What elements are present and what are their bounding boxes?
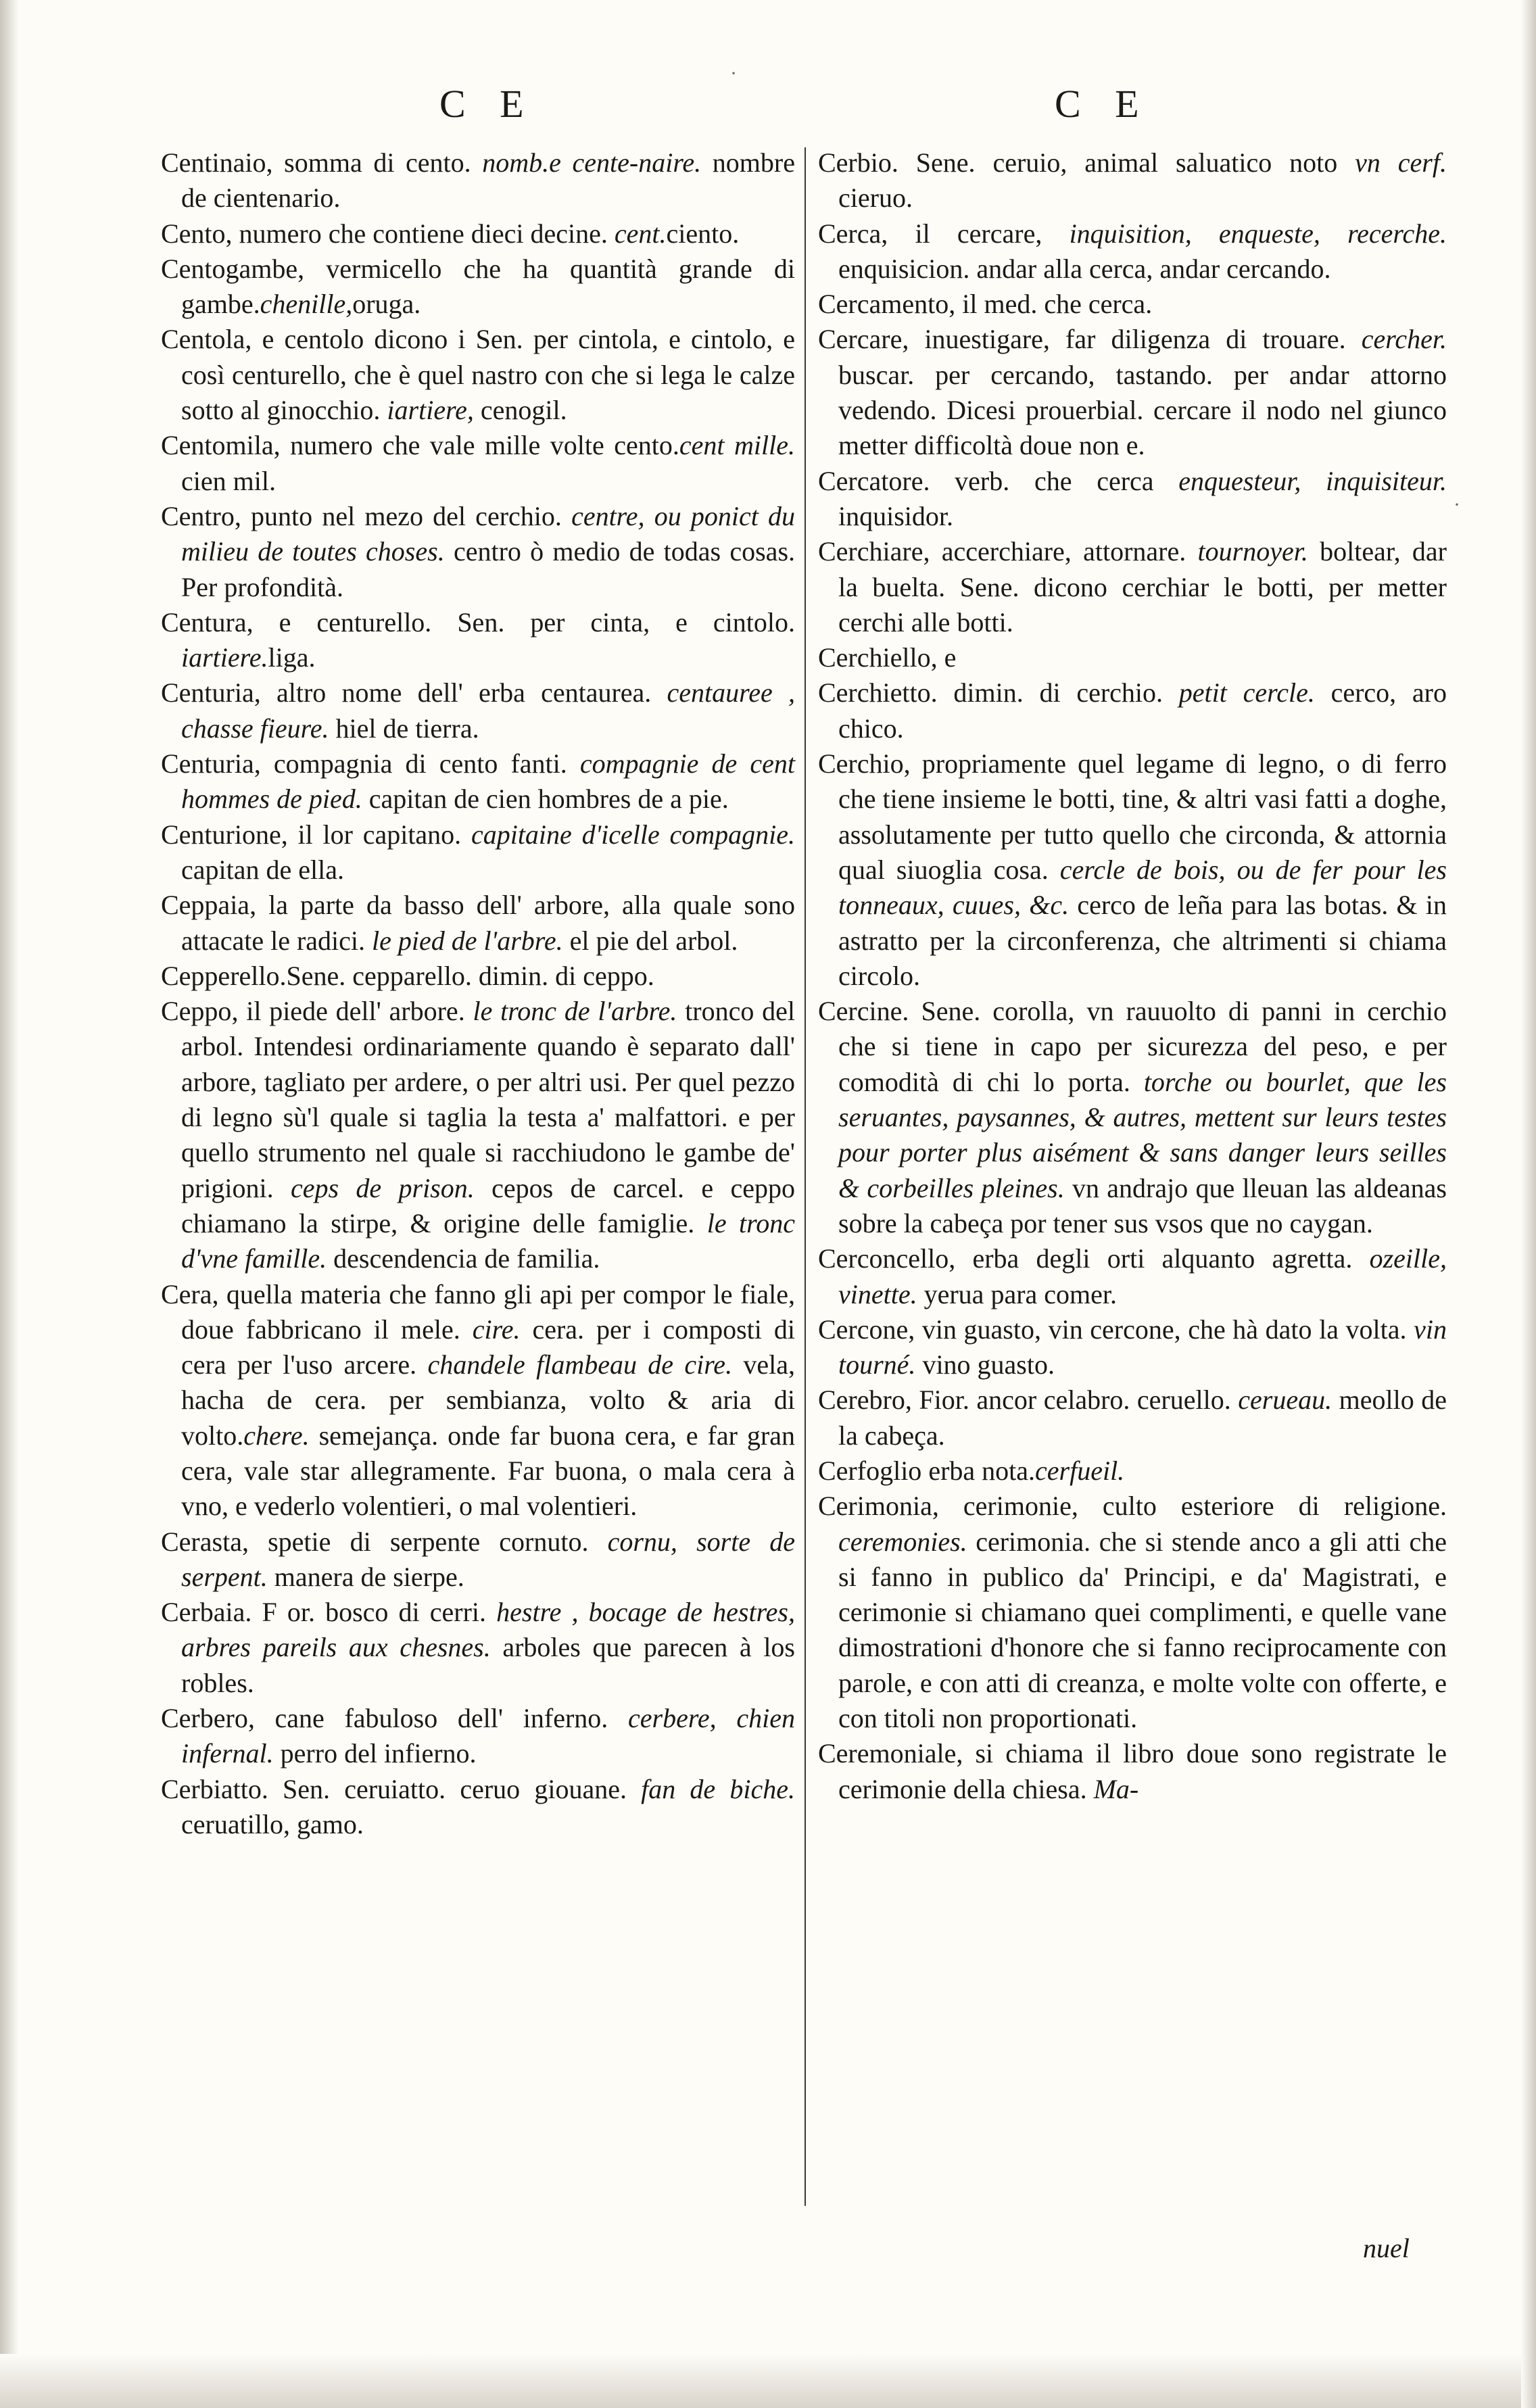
definition: , il piede dell' arbore. bbox=[231, 996, 473, 1027]
french-gloss: le pied de l'arbre. bbox=[372, 925, 563, 956]
headword: Cercone bbox=[818, 1314, 909, 1345]
french-gloss: cerueau. bbox=[1238, 1384, 1333, 1416]
headword: Cento bbox=[161, 218, 226, 249]
french-gloss: cent mille. bbox=[679, 430, 795, 461]
spanish-gloss: meollo de la cabeça. bbox=[838, 1384, 1447, 1451]
definition: , e centurello. Sen. per cinta, e cintolo. bbox=[246, 606, 795, 637]
headword: Cerchiare bbox=[818, 536, 923, 567]
headword: Cerebro bbox=[818, 1384, 905, 1416]
headword: Centuria bbox=[161, 677, 254, 708]
french-gloss: iartiere. bbox=[181, 642, 268, 673]
definition: , altro nome dell' erba centaurea. bbox=[254, 677, 667, 708]
dictionary-entry bbox=[818, 1241, 1447, 1312]
dictionary-entry bbox=[818, 1736, 1447, 1807]
headword: Centinaio bbox=[161, 147, 266, 178]
right-column bbox=[818, 145, 1447, 1807]
definition: , quella materia che fanno gli api per compor le fiale, doue fabbricano il mele. bbox=[181, 1278, 795, 1345]
spanish-gloss: cenogil. bbox=[473, 395, 567, 426]
headword: Cerca bbox=[818, 218, 882, 249]
dictionary-entry bbox=[161, 216, 795, 251]
headword: Cerbero bbox=[161, 1703, 248, 1734]
dictionary-entry bbox=[818, 216, 1447, 287]
spanish-gloss: boltear, dar la buelta. Sene. dicono cerchiar le botti, per metter cerchi alle botti. bbox=[838, 536, 1447, 637]
spanish-gloss: cerimonia. che si stende anco a gli atti che si fanno in publico da' Principi, e da' Magistrati, e cerimonie si chiamano quei complimenti, e quelle vane dimostrationi d'honore che si fanno reciprocamente con parole, e con atti di creanza, e molte volte con offerte, e con titoli non proportionati. bbox=[838, 1526, 1447, 1734]
definition: , erba degli orti alquanto agretta. bbox=[949, 1243, 1370, 1274]
headword: Cercare bbox=[818, 324, 903, 355]
headword: Cerchio bbox=[818, 748, 904, 779]
headword: Cepperello bbox=[161, 960, 280, 991]
definition: , spetie di serpente cornuto. bbox=[241, 1526, 608, 1557]
french-gloss: ceremonies. bbox=[838, 1526, 967, 1557]
french-gloss: torche ou bourlet, que les seruantes, paysannes, & autres, mettent sur leurs testes pour porter plus aisément & sans danger leurs seilles & corbeilles pleines. bbox=[838, 1066, 1447, 1203]
definition: . Sene. corolla, vn rauuolto di panni in cerchio che si tiene in capo per sicurezza del peso, e per comodità di chi lo porta. bbox=[838, 996, 1447, 1097]
definition: , e centolo dicono i Sen. per cintola, e cintolo, e così centurello, che è quel nastro con che si lega le calze sotto al ginocchio. bbox=[181, 324, 795, 426]
french-gloss: capitaine d'icelle compagnie. bbox=[471, 819, 795, 850]
dictionary-entry bbox=[818, 322, 1447, 463]
dictionary-entry bbox=[161, 746, 795, 817]
french-gloss: hestre , bocage de hestres, arbres pareils aux chesnes. bbox=[181, 1597, 795, 1663]
dictionary-entry bbox=[818, 675, 1447, 746]
definition: , numero che contiene dieci decine. bbox=[225, 218, 615, 249]
left-column bbox=[161, 145, 795, 1842]
spanish-gloss: cepos de carcel. e ceppo chiamano la stirpe, & origine delle famiglie. bbox=[181, 1172, 795, 1238]
spanish-gloss: yerua para comer. bbox=[917, 1278, 1117, 1309]
headword: Cerasta bbox=[161, 1526, 242, 1557]
headword: Cerimonia bbox=[818, 1491, 932, 1522]
french-gloss: petit cercle. bbox=[1178, 677, 1315, 708]
spanish-gloss: inquisidor. bbox=[838, 500, 954, 531]
dictionary-entry bbox=[161, 1772, 795, 1843]
spanish-gloss: descendencia de familia. bbox=[327, 1243, 600, 1274]
running-header-right: C E bbox=[1055, 82, 1151, 126]
definition: , Fior. ancor celabro. ceruello. bbox=[905, 1384, 1239, 1416]
spanish-gloss: liga. bbox=[268, 642, 316, 673]
headword: Cerbiatto bbox=[161, 1773, 262, 1804]
headword: Centola bbox=[161, 324, 245, 355]
dictionary-entry bbox=[161, 1595, 795, 1701]
french-gloss: nomb.e cente-naire. bbox=[482, 147, 702, 178]
dictionary-entry bbox=[818, 287, 1447, 322]
headword: Ceremoniale bbox=[818, 1738, 957, 1769]
definition: . dimin. di cerchio. bbox=[930, 677, 1179, 708]
headword: Centura bbox=[161, 606, 247, 637]
dictionary-entry bbox=[818, 1489, 1447, 1736]
headword: Cercamento bbox=[818, 289, 949, 320]
french-gloss: vn cerf. bbox=[1355, 147, 1447, 178]
spanish-gloss: vino guasto. bbox=[915, 1349, 1055, 1380]
definition: , cerimonie, culto esteriore di religione. bbox=[932, 1491, 1447, 1522]
spanish-gloss: tronco del arbol. Intendesi ordinariamente quando è separato dall' arbore, tagliato per ardere, o per altri usi. Per quel pezzo di legno sù'l quale si taglia la testa a' malfattori. e per quello strumento nel quale si racchiudono le gambe de' prigioni. bbox=[181, 996, 796, 1203]
french-gloss: enquesteur, inquisiteur. bbox=[1178, 465, 1447, 496]
spanish-gloss: cera. per i composti di cera per l'uso arcere. bbox=[181, 1314, 796, 1380]
headword: Cercatore bbox=[818, 465, 923, 496]
definition: , il med. che cerca. bbox=[949, 289, 1153, 320]
dictionary-entry bbox=[161, 605, 795, 676]
page-edge-shadow bbox=[0, 2354, 1536, 2408]
dictionary-entry bbox=[161, 1524, 795, 1595]
french-gloss: ceps de prison. bbox=[291, 1172, 475, 1203]
french-gloss: cire. bbox=[472, 1314, 521, 1345]
french-gloss: cerfueil. bbox=[1035, 1455, 1125, 1486]
definition: , si chiama il libro doue sono registrate le cerimonie della chiesa. bbox=[838, 1738, 1447, 1804]
french-gloss: cercle de bois, ou de fer pour les tonneaux, cuues, &c. bbox=[838, 854, 1447, 921]
definition: , vermicello che ha quantità grande di gambe. bbox=[181, 253, 795, 320]
headword: Cera bbox=[161, 1278, 212, 1309]
french-gloss: ozeille, vinette. bbox=[838, 1243, 1447, 1309]
dictionary-entry bbox=[161, 251, 795, 322]
headword: Centomila bbox=[161, 430, 274, 461]
dictionary-entry bbox=[818, 1312, 1447, 1383]
french-gloss: cornu, sorte de serpent. bbox=[181, 1526, 795, 1592]
dictionary-entry bbox=[161, 994, 795, 1276]
catchword: nuel bbox=[1363, 2233, 1410, 2263]
dictionary-entry bbox=[161, 145, 795, 216]
headword: Ceppo bbox=[161, 996, 232, 1027]
french-gloss: centre, ou ponict du milieu de toutes choses. bbox=[181, 500, 796, 567]
dictionary-entry bbox=[818, 464, 1447, 535]
spanish-gloss: el pie del arbol. bbox=[562, 925, 738, 956]
dictionary-entry bbox=[161, 817, 795, 888]
headword: Cerchietto bbox=[818, 677, 931, 708]
dictionary-entry bbox=[161, 675, 795, 746]
page-speck: · bbox=[730, 62, 737, 85]
headword: Cerbio bbox=[818, 147, 892, 178]
dictionary-entry bbox=[818, 145, 1447, 216]
dictionary-entry bbox=[818, 640, 1447, 675]
headword: Centurione bbox=[161, 819, 281, 850]
definition: , numero che vale mille volte cento. bbox=[273, 430, 679, 461]
dictionary-entry bbox=[161, 499, 795, 605]
page-speck: · bbox=[1454, 493, 1460, 516]
spanish-gloss: oruga. bbox=[352, 289, 421, 320]
headword: Cerchiello bbox=[818, 642, 931, 673]
definition: , accerchiare, attornare. bbox=[923, 536, 1198, 567]
definition: . Sene. ceruio, animal saluatico noto bbox=[891, 147, 1355, 178]
french-gloss: le tronc de l'arbre. bbox=[473, 996, 677, 1027]
headword: Centuria bbox=[161, 748, 254, 779]
definition: , vin guasto, vin cercone, che hà dato la volta. bbox=[908, 1314, 1414, 1345]
french-gloss: cent. bbox=[614, 218, 667, 249]
dictionary-entry bbox=[161, 888, 795, 959]
french-gloss: compagnie de cent hommes de pied. bbox=[181, 748, 795, 815]
french-gloss: cerbere, chien infernal. bbox=[181, 1703, 795, 1769]
spanish-gloss: buscar. per cercando, tastando. per andar attorno vedendo. Dicesi prouerbial. cercare il nodo nel giunco metter difficoltà doue non e. bbox=[838, 359, 1447, 461]
french-gloss: Ma- bbox=[1093, 1773, 1139, 1804]
spanish-gloss: arboles que parecen à los robles. bbox=[181, 1632, 795, 1698]
definition: , propriamente quel legame di legno, o di ferro che tiene insieme le botti, tine, & altri vasi fatti a doghe, assolutamente per tutto quello che circonda, & attornia qual siuoglia cosa. bbox=[838, 748, 1447, 885]
spanish-gloss: ciento. bbox=[666, 218, 740, 249]
spanish-gloss: perro del infierno. bbox=[273, 1738, 477, 1769]
spanish-gloss: cerco de leña para las botas. & in astratto per la circonferenza, che altrimenti si chiama circolo. bbox=[838, 890, 1447, 991]
definition: , somma di cento. bbox=[266, 147, 483, 178]
definition: , la parte da basso dell' arbore, alla quale sono attacate le radici. bbox=[181, 890, 795, 956]
headword: Centro bbox=[161, 500, 235, 531]
spanish-gloss: capitan de ella. bbox=[181, 854, 344, 885]
definition: , il cercare, bbox=[881, 218, 1070, 249]
french-gloss: chere. bbox=[243, 1420, 310, 1451]
spanish-gloss: enquisicion. andar alla cerca, andar cercando. bbox=[838, 253, 1331, 284]
spanish-gloss: manera de sierpe. bbox=[267, 1561, 464, 1592]
spanish-gloss: nombre de cientenario. bbox=[181, 147, 795, 214]
spanish-gloss: vela, hacha de cera. per sembianza, volto & aria di volto. bbox=[181, 1349, 795, 1451]
definition: erba nota. bbox=[921, 1455, 1036, 1486]
dictionary-entry bbox=[161, 959, 795, 994]
headword: Cerconcello bbox=[818, 1243, 949, 1274]
spanish-gloss: hiel de tierra. bbox=[329, 713, 479, 744]
headword: Cerfoglio bbox=[818, 1455, 922, 1486]
french-gloss: le tronc d'vne famille. bbox=[181, 1207, 795, 1274]
dictionary-entry bbox=[161, 1277, 795, 1524]
definition: , compagnia di cento fanti. bbox=[254, 748, 580, 779]
spanish-gloss: semejança. onde far buona cera, e far gran cera, vale star allegramente. Far buona, o mala cera à vno, e vederlo volentieri, o mal volentieri. bbox=[181, 1420, 795, 1522]
dictionary-entry bbox=[818, 994, 1447, 1241]
definition: , inuestigare, far diligenza di trouare. bbox=[902, 324, 1362, 355]
dictionary-entry bbox=[818, 534, 1447, 640]
spanish-gloss: cerco, aro chico. bbox=[838, 677, 1447, 744]
french-gloss: inquisition, enqueste, recerche. bbox=[1069, 218, 1447, 249]
spanish-gloss: capitan de cien hombres de a pie. bbox=[362, 784, 729, 815]
definition: . F or. bosco di cerri. bbox=[245, 1597, 497, 1628]
dictionary-entry bbox=[161, 428, 795, 499]
french-gloss: centauree , chasse fieure. bbox=[181, 677, 795, 744]
french-gloss: iartiere, bbox=[387, 395, 474, 426]
spanish-gloss: cieruo. bbox=[838, 183, 913, 214]
definition: , cane fabuloso dell' inferno. bbox=[247, 1703, 629, 1734]
definition: . Sen. ceruiatto. ceruo giouane. bbox=[261, 1773, 642, 1804]
headword: Centogambe bbox=[161, 253, 298, 284]
dictionary-entry bbox=[161, 322, 795, 428]
column-divider bbox=[805, 147, 806, 2206]
french-gloss: vin tourné. bbox=[838, 1314, 1447, 1380]
definition: . verb. che cerca bbox=[923, 465, 1179, 496]
french-gloss: chandele flambeau de cire. bbox=[427, 1349, 733, 1380]
headword: Cerbaia bbox=[161, 1597, 245, 1628]
running-header-left: C E bbox=[439, 82, 536, 126]
definition: , il lor capitano. bbox=[281, 819, 471, 850]
french-gloss: cercher. bbox=[1361, 324, 1447, 355]
definition: , punto nel mezo del cerchio. bbox=[234, 500, 572, 531]
definition: .Sene. cepparello. dimin. di ceppo. bbox=[279, 960, 654, 991]
headword: Ceppaia bbox=[161, 890, 250, 921]
french-gloss: fan de biche. bbox=[641, 1773, 795, 1804]
definition: , e bbox=[930, 642, 957, 673]
dictionary-entry bbox=[818, 746, 1447, 994]
spanish-gloss: cien mil. bbox=[181, 465, 276, 496]
spanish-gloss: centro ò medio de todas cosas. Per profondità. bbox=[181, 536, 796, 602]
dictionary-entry bbox=[818, 1453, 1447, 1489]
dictionary-entry bbox=[161, 1701, 795, 1772]
dictionary-entry bbox=[818, 1382, 1447, 1453]
headword: Cercine bbox=[818, 996, 903, 1027]
french-gloss: tournoyer. bbox=[1197, 536, 1308, 567]
spanish-gloss: vn andrajo que lleuan las aldeanas sobre la cabeça por tener sus vsos que no caygan. bbox=[838, 1172, 1447, 1238]
french-gloss: chenille, bbox=[260, 289, 353, 320]
spanish-gloss: ceruatillo, gamo. bbox=[181, 1808, 364, 1839]
